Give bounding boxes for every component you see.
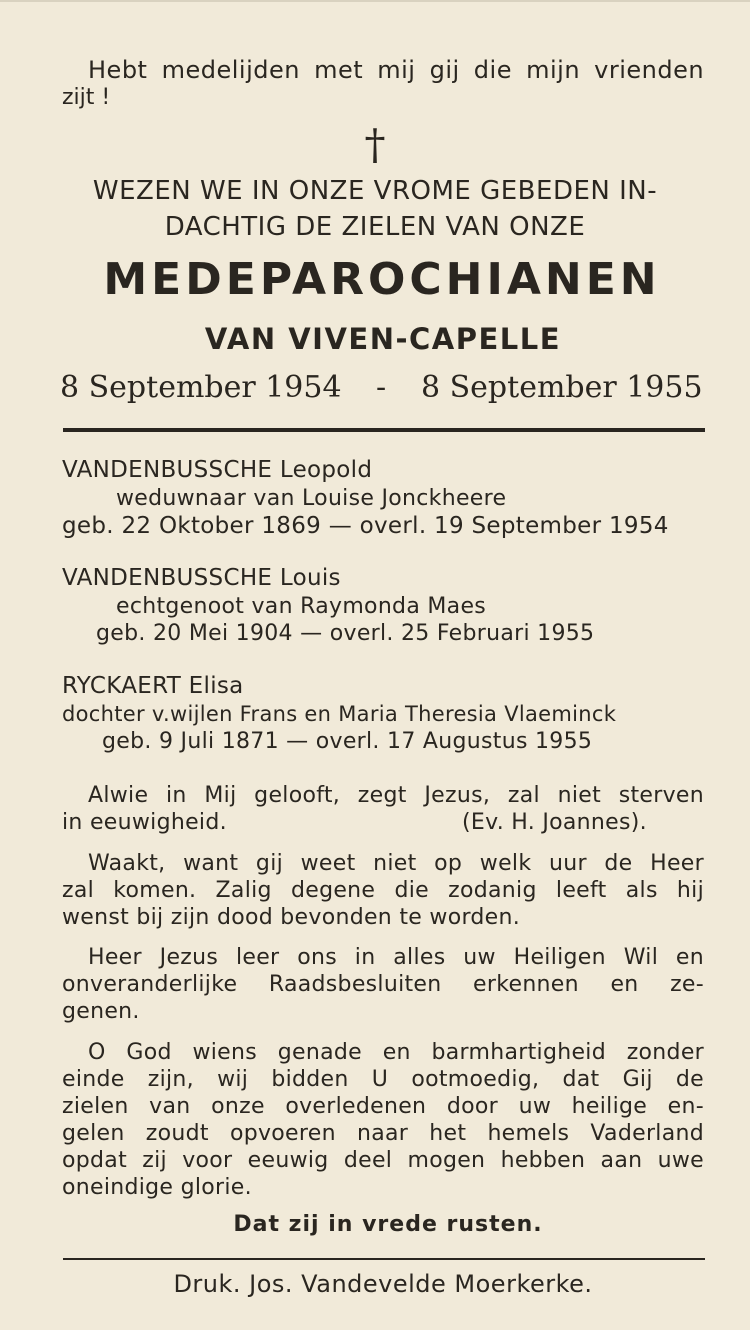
- period-separator: -: [376, 370, 387, 405]
- page-title: MEDEPAROCHIANEN: [103, 254, 661, 305]
- deceased-3-relation: dochter v.wijlen Frans en Maria Theresia Vlaeminck: [62, 702, 617, 726]
- verse-3-line-2: onveranderlijke Raadsbesluiten erkennen en ze-: [62, 972, 704, 997]
- period-start: 8 September 1954: [60, 370, 342, 405]
- verse-4-line-6: oneindige glorie.: [62, 1175, 252, 1200]
- verse-3-line-1: Heer Jezus leer ons in alles uw Heiligen Wil en: [88, 945, 704, 970]
- parish-subtitle: VAN VIVEN-CAPELLE: [204, 322, 562, 356]
- deceased-2-dates: geb. 20 Mei 1904 — overl. 25 Februari 1955: [96, 621, 595, 646]
- deceased-2-name: VANDENBUSSCHE Louis: [62, 565, 341, 591]
- period-end: 8 September 1955: [421, 370, 703, 405]
- closing-line: Dat zij in vrede rusten.: [233, 1212, 543, 1237]
- cross-icon: †: [364, 120, 386, 169]
- verse-2-line-2: zal komen. Zalig degene die zodanig leeft als hij: [62, 878, 704, 903]
- verse-4-line-2: einde zijn, wij bidden U ootmoedig, dat Gij de: [62, 1067, 704, 1092]
- deceased-1-relation: weduwnaar van Louise Jonckheere: [116, 486, 507, 511]
- heading-line-2: DACHTIG DE ZIELEN VAN ONZE: [164, 212, 586, 242]
- verse-4-line-1: O God wiens genade en barmhartigheid zonder: [88, 1040, 704, 1065]
- bottom-divider: [63, 1258, 705, 1260]
- verse-1-source: (Ev. H. Joannes).: [462, 810, 647, 835]
- printer-credit: Druk. Jos. Vandevelde Moerkerke.: [173, 1270, 593, 1298]
- verse-3-line-3: genen.: [62, 999, 140, 1024]
- verse-2-line-1: Waakt, want gij weet niet op welk uur de Heer: [88, 851, 704, 876]
- deceased-2-relation: echtgenoot van Raymonda Maes: [116, 594, 487, 619]
- deceased-1-name: VANDENBUSSCHE Leopold: [62, 457, 373, 483]
- verse-4-line-5: opdat zij voor eeuwig deel mogen hebben aan uwe: [62, 1148, 704, 1173]
- deceased-3-dates: geb. 9 Juli 1871 — overl. 17 Augustus 1955: [102, 729, 593, 754]
- deceased-1-dates: geb. 22 Oktober 1869 — overl. 19 September 1954: [62, 513, 669, 539]
- verse-1-line-2: in eeuwigheid.: [62, 810, 227, 835]
- top-divider: [63, 428, 705, 432]
- opening-line-2: zijt !: [62, 85, 111, 110]
- verse-1-line-1: Alwie in Mij gelooft, zegt Jezus, zal niet sterven: [88, 783, 704, 808]
- heading-line-1: WEZEN WE IN ONZE VROME GEBEDEN IN-: [92, 176, 658, 206]
- deceased-3-name: RYCKAERT Elisa: [62, 673, 244, 699]
- verse-4-line-4: gelen zoudt opvoeren naar het hemels Vaderland: [62, 1121, 704, 1146]
- verse-2-line-3: wenst bij zijn dood bevonden te worden.: [62, 905, 521, 930]
- opening-line-1: Hebt medelijden met mij gij die mijn vrienden: [88, 56, 705, 84]
- verse-4-line-3: zielen van onze overledenen door uw heilige en-: [62, 1094, 704, 1119]
